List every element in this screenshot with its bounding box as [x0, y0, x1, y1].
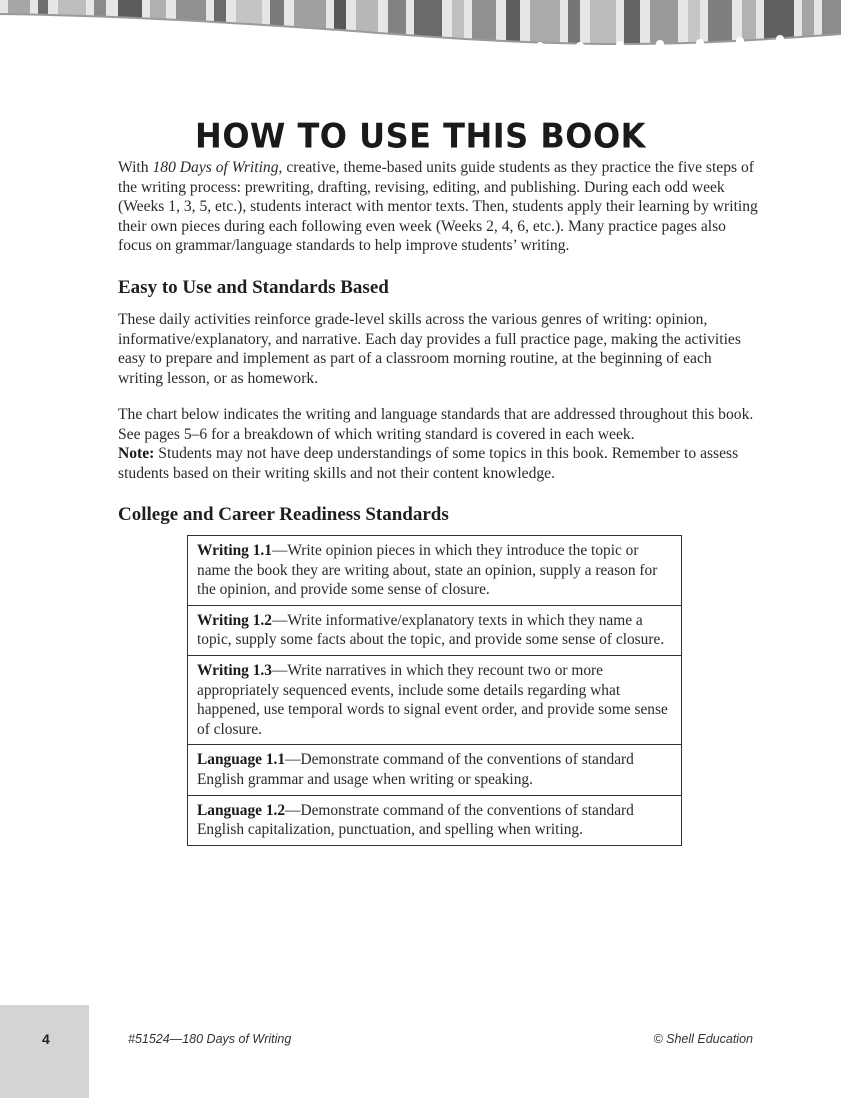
footer-book-reference: #51524—180 Days of Writing — [128, 1032, 292, 1046]
standard-description: —Write narratives in which they recount two or more appropriately sequenced events, include some details regarding what happened, use temporal words to signal event order, and provide some sense of closure. — [197, 661, 668, 738]
standard-row-writing-1-2 — [188, 605, 682, 655]
intro-text-rest: , creative, theme-based units guide students as they practice the five steps of the writing process: prewriting, drafting, revising, editing, and publishing. During each odd week (Weeks 1, 3, 5, etc.), students interact with mentor texts. Then, students apply their learning by writing their own pieces during each following even week (Weeks 2, 4, 6, etc.). Many practice pages also focus on grammar/language standards to help improve students’ writing. — [118, 159, 758, 255]
standard-name: Writing 1.3 — [197, 661, 272, 679]
section-heading-easy-to-use: Easy to Use and Standards Based — [118, 277, 389, 298]
chart-intro-paragraph — [118, 405, 758, 483]
book-title: 180 Days of Writing — [152, 159, 279, 176]
chart-intro-text: The chart below indicates the writing and language standards that are addressed throughout this book. See pages 5–6 for a breakdown of which writing standard is covered in each week. — [118, 406, 754, 443]
page-title: HOW TO USE THIS BOOK — [195, 116, 646, 157]
footer-publisher: © Shell Education — [653, 1032, 753, 1046]
standard-description: —Write opinion pieces in which they introduce the topic or name the book they are writing about, state an opinion, supply a reason for the opinion, and provide some sense of closure. — [197, 542, 658, 599]
header-banner-stripes — [0, 0, 841, 62]
standard-row-writing-1-1 — [188, 536, 682, 606]
note-label: Note: — [118, 445, 155, 463]
page-number: 4 — [42, 1031, 50, 1047]
standard-name: Language 1.1 — [197, 751, 286, 769]
intro-text-start: With — [118, 159, 153, 176]
standard-description: —Write informative/explanatory texts in which they name a topic, supply some facts about the topic, and provide some sense of closure. — [197, 611, 665, 649]
easy-to-use-paragraph: These daily activities reinforce grade-level skills across the various genres of writing: opinion, informative/explanatory, and narrative. Each day provides a full practice page, making the activities easy to prepare and implement as part of a classroom morning routine, at the beginning of each writing lesson, or as homework. — [118, 311, 741, 387]
page-corner-tab — [0, 1005, 89, 1098]
standard-name: Writing 1.2 — [197, 611, 272, 629]
standard-row-language-1-1 — [188, 745, 682, 795]
note-text: Students may not have deep understandings of some topics in this book. Remember to assess students based on their writing skills and not their content knowledge. — [118, 445, 739, 482]
standard-description: —Demonstrate command of the conventions of standard English capitalization, punctuation, and spelling when writing. — [197, 801, 634, 839]
standard-row-language-1-2 — [188, 795, 682, 845]
intro-paragraph — [118, 158, 758, 256]
standard-name: Writing 1.1 — [197, 542, 272, 559]
standard-row-writing-1-3 — [188, 655, 682, 744]
standards-table — [187, 535, 682, 846]
standard-name: Language 1.2 — [197, 801, 286, 819]
standard-description: —Demonstrate command of the conventions of standard English grammar and usage when writing or speaking. — [197, 751, 634, 788]
section-heading-standards: College and Career Readiness Standards — [118, 504, 449, 525]
